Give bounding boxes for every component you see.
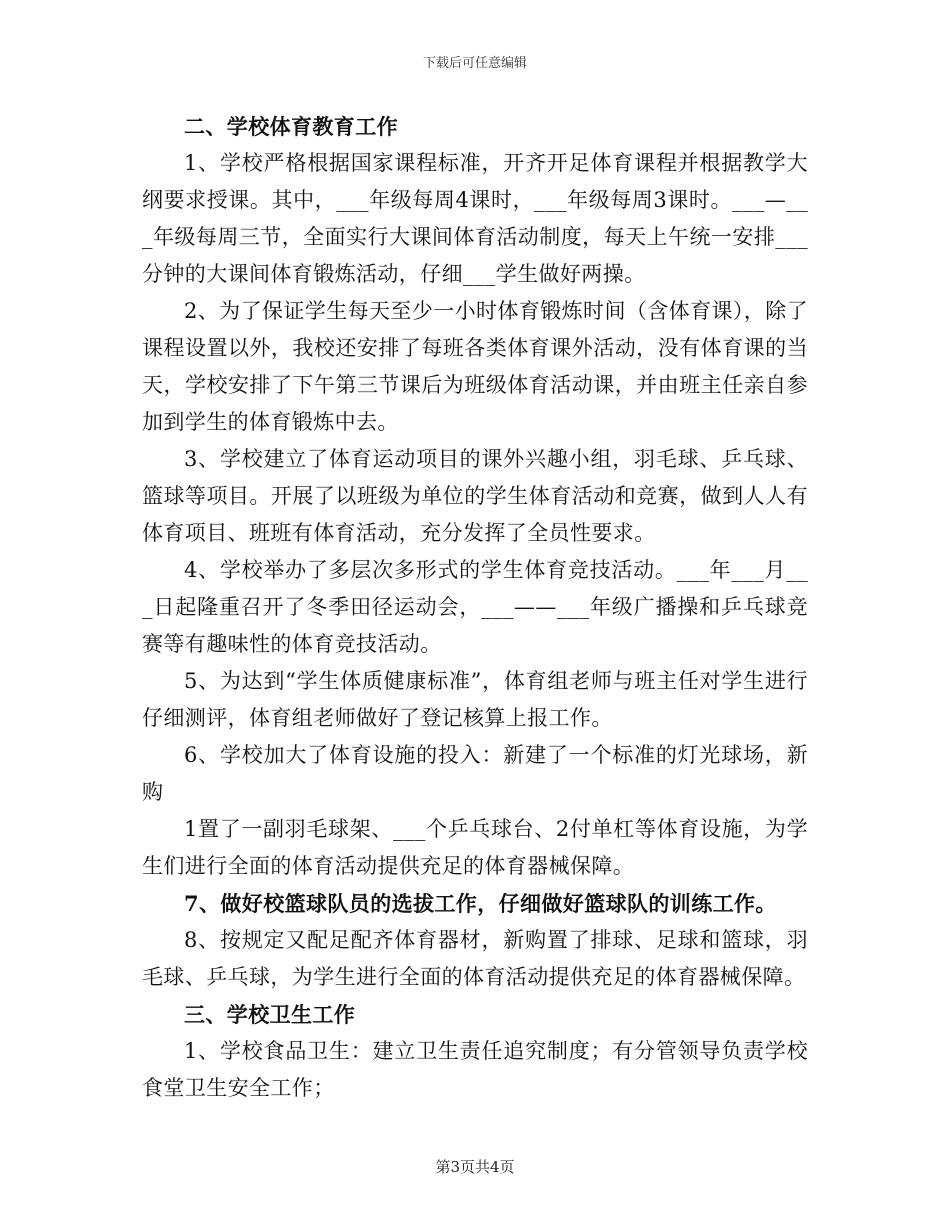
paragraph-2: 2、为了保证学生每天至少一小时体育锻炼时间（含体育课），除了课程设置以外，我校还安排了每班各类体育课外活动，没有体育课的当天，学校安排了下午第三节课后为班级体育活动课，并由班主任亲自参加到学生的体育锻炼中去。	[142, 299, 808, 434]
page-header: 下载后可任意编辑	[422, 56, 527, 71]
paragraph-6: 6、学校加大了体育设施的投入：新建了一个标准的灯光球场，新购	[142, 743, 808, 804]
paragraph-8: 8、按规定又配足配齐体育器材，新购置了排球、足球和篮球，羽毛球、乒乓球，为学生进行全面的体育活动提供充足的体育器械保障。	[142, 928, 808, 989]
document-body	[142, 108, 808, 1107]
paragraph-4: 4、学校举办了多层次多形式的学生体育竞技活动。___年___月___日起隆重召开了冬季田径运动会，___——___年级广播操和乒乓球竞赛等有趣味性的体育竞技活动。	[142, 558, 808, 656]
page-footer: 第3页共4页	[435, 1158, 515, 1176]
section-heading-hygiene: 三、学校卫生工作	[184, 1002, 356, 1027]
paragraph-5: 5、为达到“学生体质健康标准”，体育组老师与班主任对学生进行仔细测评，体育组老师做好了登记核算上报工作。	[142, 669, 808, 730]
paragraph-hygiene-1: 1、学校食品卫生：建立卫生责任追究制度；有分管领导负责学校食堂卫生安全工作；	[142, 1039, 808, 1100]
paragraph-6-continued: 1置了一副羽毛球架、___个乒乓球台、2付单杠等体育设施，为学生们进行全面的体育活动提供充足的体育器械保障。	[142, 817, 808, 878]
paragraph-1: 1、学校严格根据国家课程标准，开齐开足体育课程并根据教学大纲要求授课。其中，___年级每周4课时，___年级每周3课时。___—___年级每周三节，全面实行大课间体育活动制度，每天上午统一安排___分钟的大课间体育锻炼活动，仔细___学生做好两操。	[142, 151, 808, 286]
paragraph-7-bold: 7、做好校篮球队员的选拔工作，仔细做好篮球队的训练工作。	[184, 891, 777, 916]
paragraph-3: 3、学校建立了体育运动项目的课外兴趣小组，羽毛球、乒乓球、篮球等项目。开展了以班级为单位的学生体育活动和竞赛，做到人人有体育项目、班班有体育活动，充分发挥了全员性要求。	[142, 447, 808, 545]
section-heading-sports: 二、学校体育教育工作	[184, 114, 398, 139]
